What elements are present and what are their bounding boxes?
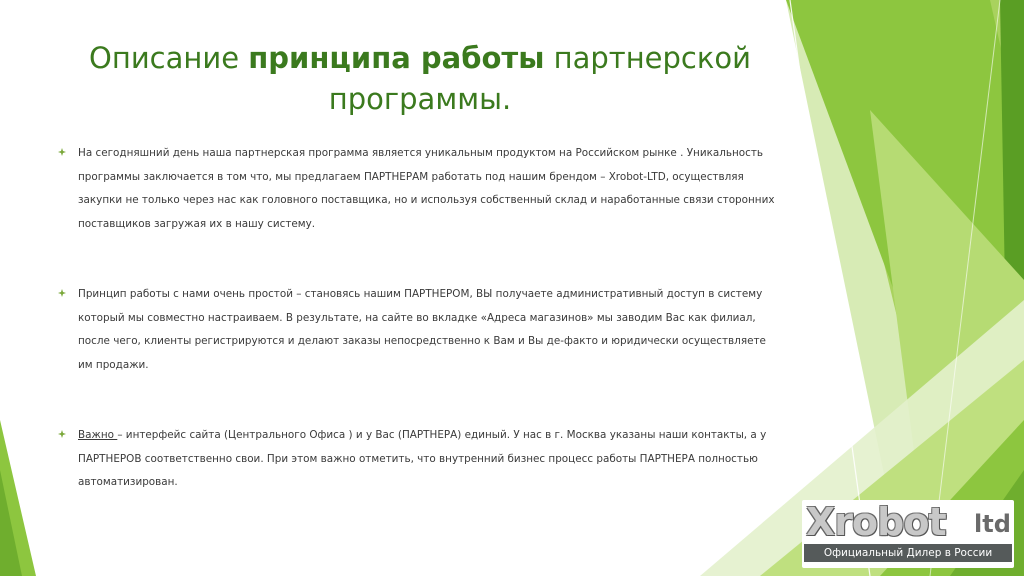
bullet-text: На сегодняшний день наша партнерская программа является уникальным продуктом на Российском рынке . Уникальность программы заключается в том что, мы предлагаем ПАРТНЕРАМ работать под нашим брендом – Xrobot-LTD, осуществляя закупки не только через нас как головного поставщика, но и используя собственный склад и наработанные связи сторонних поставщиков загружая их в нашу систему. bbox=[78, 147, 775, 230]
diamond-bullet-icon bbox=[58, 289, 66, 297]
bullet-text: Принцип работы с нами очень простой – становясь нашим ПАРТНЕРОМ, ВЫ получаете административный доступ в систему который мы совместно настраиваем. В результате, на сайте во вкладке «Адреса магазинов» мы заводим Вас как филиал, после чего, клиенты регистрируются и делают заказы непосредственно к Вам и Вы де-факто и юридически осуществляете им продажи. bbox=[78, 288, 766, 371]
diamond-bullet-icon bbox=[58, 148, 66, 156]
slide-title bbox=[40, 38, 800, 120]
diamond-bullet-icon bbox=[58, 430, 66, 438]
logo-wordmark: Xrobot bbox=[806, 500, 946, 544]
title-part2: партнерской программы. bbox=[328, 41, 751, 116]
bullet-item bbox=[58, 142, 780, 236]
bullet-text: – интерфейс сайта (Центрального Офиса ) и у Вас (ПАРТНЕРА) единый. У нас в г. Москва указаны наши контакты, а у ПАРТНЕРОВ соответственно свои. При этом важно отметить, что внутренний бизнес процесс работы ПАРТНЕРА полностью автоматизирован. bbox=[78, 429, 767, 488]
bullet-item bbox=[58, 283, 780, 377]
title-part1: Описание bbox=[89, 41, 249, 75]
bullet-lead-underlined: Важно bbox=[78, 429, 118, 441]
title-bold: принципа работы bbox=[248, 41, 545, 75]
xrobot-logo bbox=[802, 500, 1014, 568]
slide-body bbox=[58, 142, 780, 495]
bullet-item bbox=[58, 424, 780, 495]
logo-tagline: Официальный Дилер в России bbox=[804, 544, 1012, 562]
logo-suffix: ltd bbox=[974, 510, 1011, 538]
